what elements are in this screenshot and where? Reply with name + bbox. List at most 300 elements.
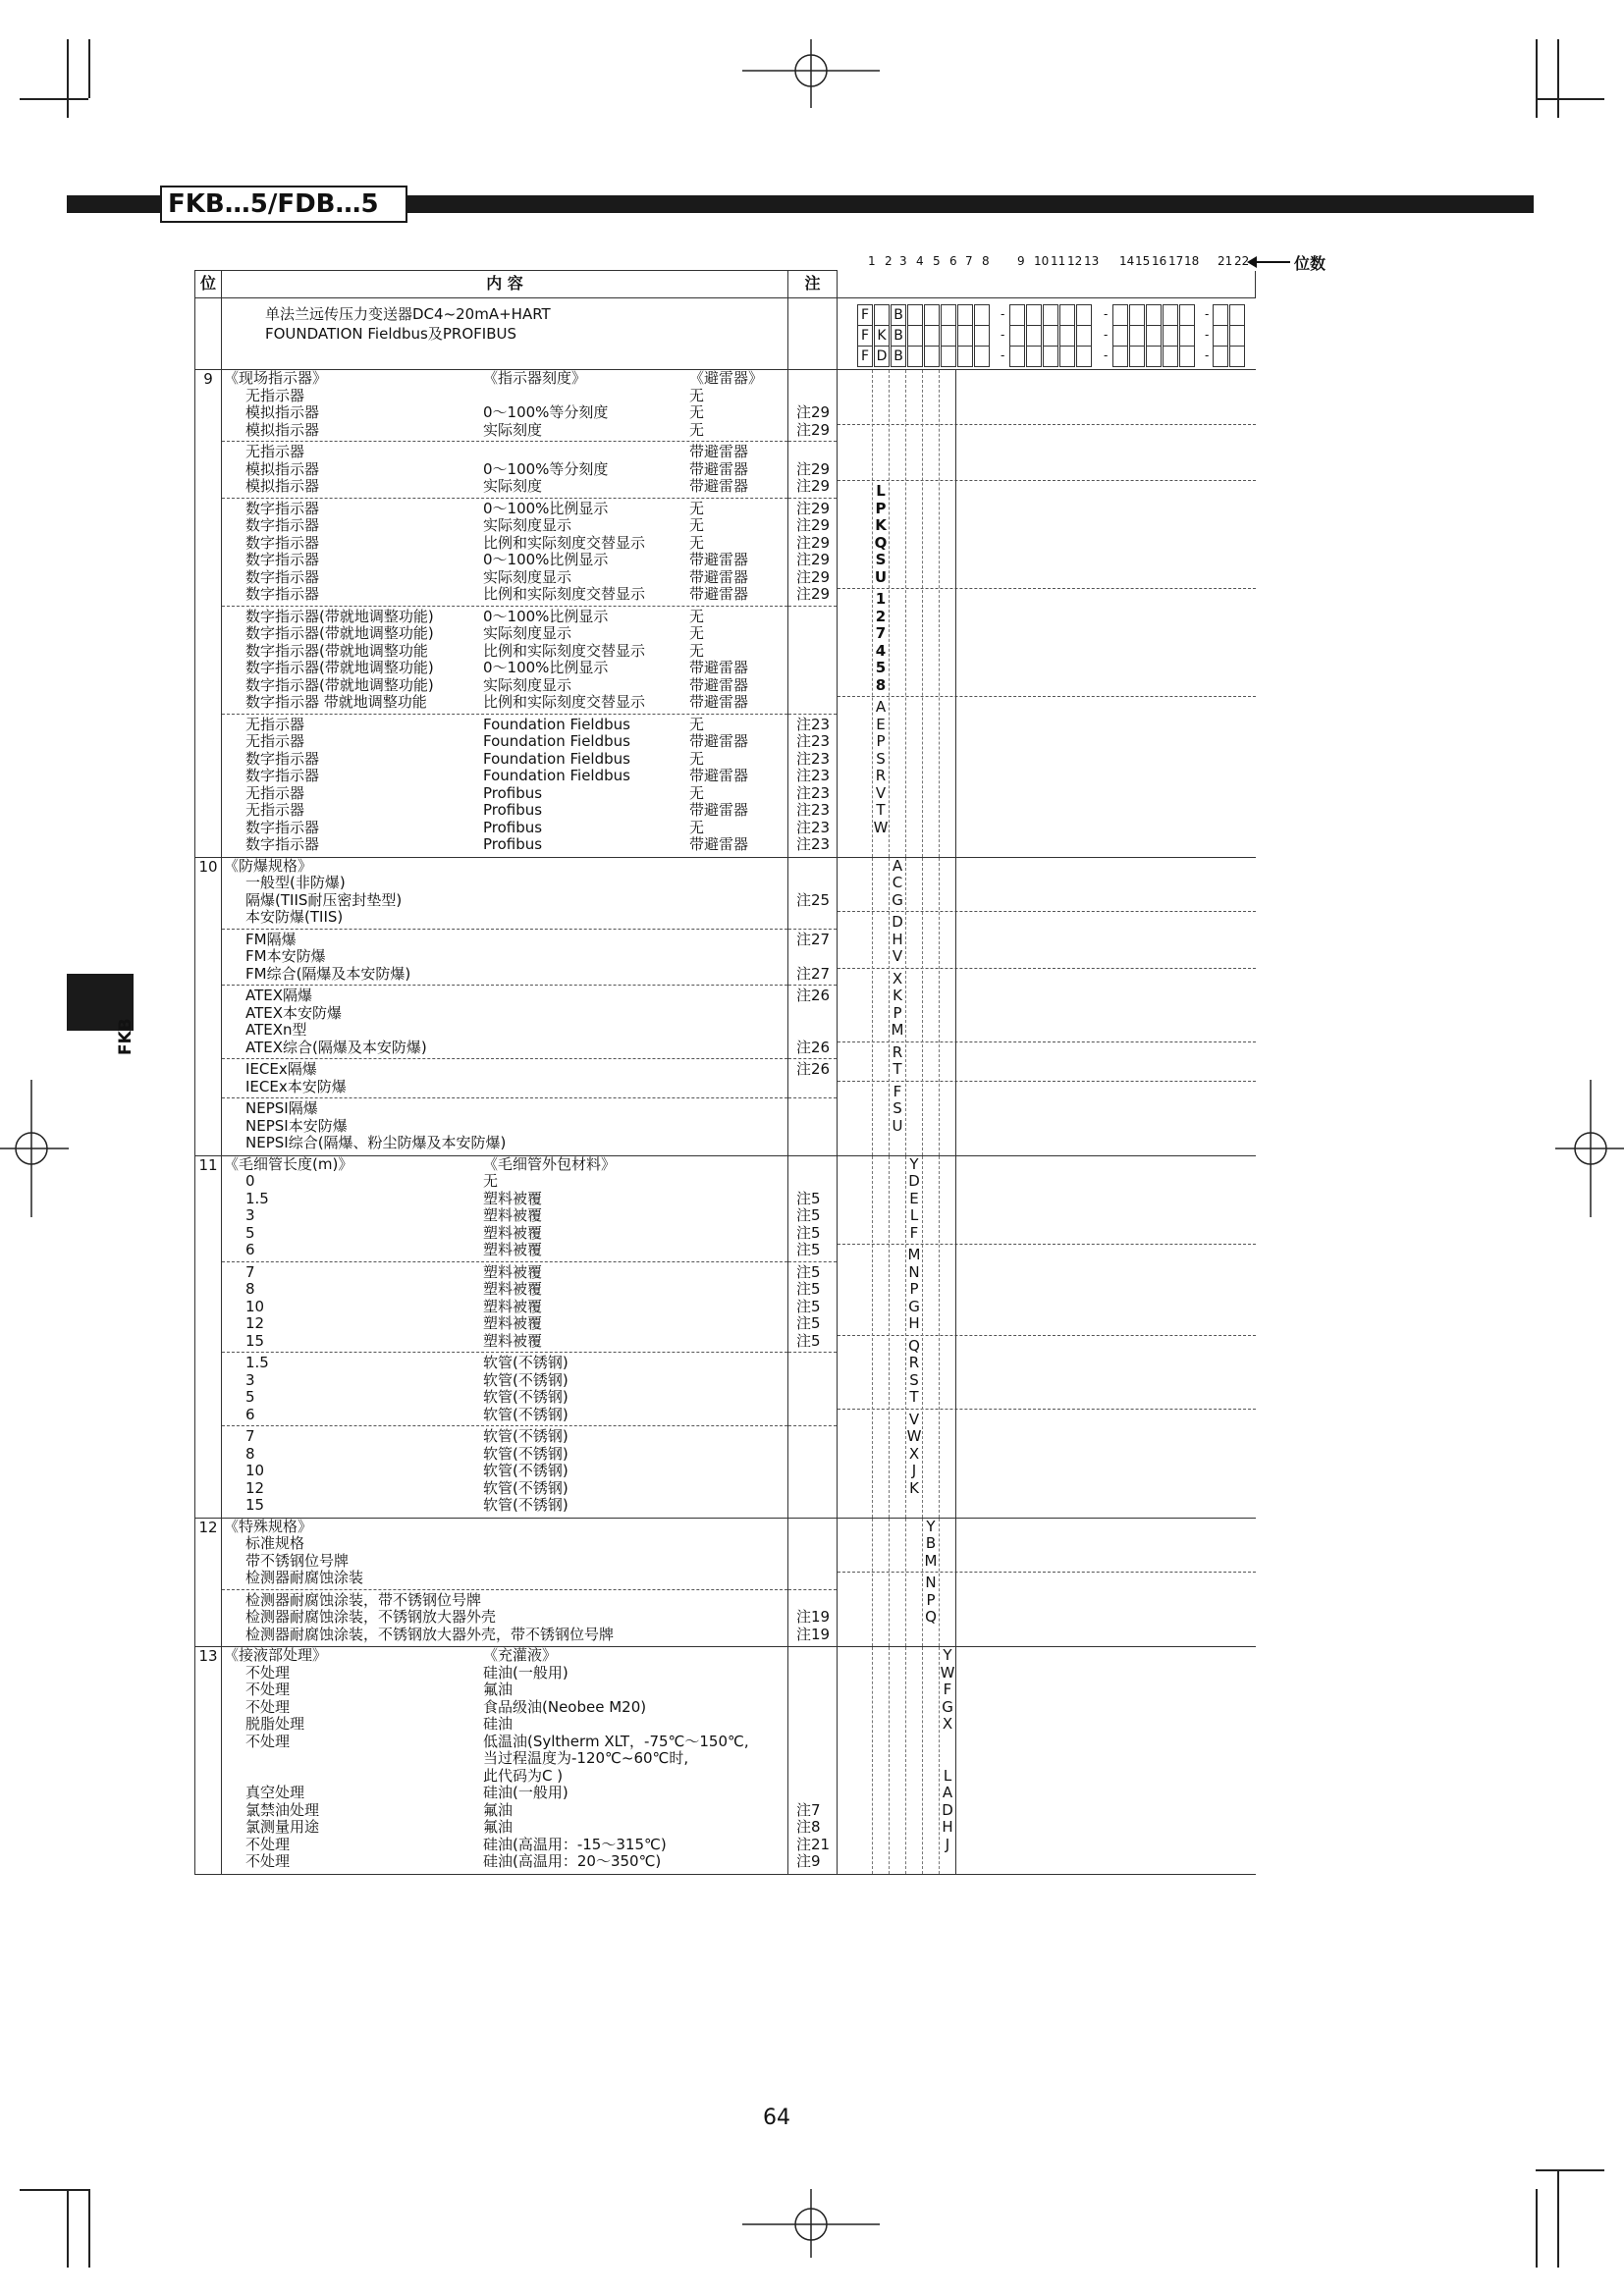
dashed-divider (788, 929, 837, 930)
option-row (222, 1785, 787, 1802)
option-note (788, 1553, 837, 1571)
crop-mark (20, 98, 88, 100)
note-cell (788, 298, 838, 370)
option-note: 注19 (796, 1608, 831, 1626)
option-b: 0～100%比例显示 (483, 551, 609, 568)
code-column-guide (922, 858, 923, 1155)
option-code-line (838, 1281, 1256, 1299)
option-code: H (942, 1818, 953, 1836)
code-box (974, 325, 990, 347)
option-note (788, 1750, 837, 1768)
dashed-divider (788, 985, 837, 986)
option-b: Foundation Fieldbus (483, 715, 630, 733)
option-a: 模拟指示器 (245, 477, 320, 495)
code-column-guide (955, 1519, 956, 1647)
option-note: 注5 (796, 1314, 821, 1332)
option-note: 注29 (796, 551, 831, 568)
option-b: 0～100%比例显示 (483, 499, 609, 517)
option-b: 比例和实际刻度交替显示 (483, 693, 646, 711)
code-box (1146, 325, 1162, 347)
option-code: X (892, 969, 903, 988)
code-box (1163, 325, 1178, 347)
option-code: Q (874, 533, 888, 552)
option-note (788, 444, 837, 461)
option-b: 软管(不锈钢) (483, 1388, 568, 1406)
option-code-line (838, 1173, 1256, 1191)
option-note (788, 677, 837, 695)
group-row-12 (195, 1518, 1256, 1647)
dashed-divider (788, 714, 837, 715)
option-code: H (892, 930, 903, 948)
option-row (222, 1225, 787, 1243)
option-b: 0～100%比例显示 (483, 659, 609, 676)
option-note (788, 1497, 837, 1515)
option-row (222, 1802, 787, 1820)
option-row (222, 875, 787, 892)
code-column-guide (889, 1519, 890, 1647)
crop-mark (88, 39, 90, 98)
group-number: 12 (195, 1518, 222, 1647)
option-row (222, 1497, 787, 1515)
option-a: 带不锈钢位号牌 (245, 1551, 350, 1570)
group-content (222, 370, 788, 858)
option-b: Foundation Fieldbus (483, 767, 630, 784)
option-b: 软管(不锈钢) (483, 1405, 568, 1423)
option-b: 硅油(一般用) (483, 1784, 568, 1801)
group-notes (788, 370, 838, 858)
option-row (222, 1040, 787, 1057)
option-b: 软管(不锈钢) (483, 1444, 568, 1463)
option-row (222, 1480, 787, 1498)
option-a: 数字指示器(带就地调整功能) (245, 624, 434, 642)
code-box (1229, 325, 1245, 347)
code-column-guide (905, 1156, 906, 1518)
option-a: 检测器耐腐蚀涂装，带不锈钢位号牌 (245, 1590, 482, 1609)
group-content (222, 857, 788, 1155)
option-code: C (892, 874, 903, 891)
option-row (222, 988, 787, 1005)
code-box: F (857, 346, 873, 367)
header-content: 内 容 (222, 271, 788, 298)
option-code: 7 (875, 624, 887, 642)
code-box (1043, 325, 1058, 347)
option-code-line (838, 733, 1256, 751)
option-code: P (893, 1003, 902, 1022)
dashed-divider (838, 1081, 1256, 1082)
option-b: 软管(不锈钢) (483, 1370, 568, 1389)
option-code: K (909, 1478, 919, 1497)
option-row (222, 1118, 787, 1136)
option-row (222, 1407, 787, 1424)
option-code: G (892, 890, 903, 909)
option-code: U (892, 1116, 903, 1135)
option-code: L (876, 482, 886, 500)
option-row (222, 1281, 787, 1299)
dashed-divider (222, 1589, 787, 1590)
option-code: G (942, 1697, 953, 1716)
option-a: 无指示器 (245, 443, 305, 460)
option-c: 带避雷器 (689, 675, 749, 694)
position-digit: 13 (1084, 254, 1100, 268)
code-column-guide (905, 1647, 906, 1874)
group-codes (838, 857, 1256, 1155)
option-b: 实际刻度 (483, 420, 543, 439)
option-code-line (838, 988, 1256, 1005)
option-note: 注23 (796, 732, 831, 750)
option-code-line (838, 501, 1256, 518)
group-number: 13 (195, 1647, 222, 1875)
option-a: 无指示器 (245, 386, 305, 404)
code-box: B (891, 346, 906, 367)
crop-mark (1536, 98, 1604, 100)
option-code-line (838, 1225, 1256, 1243)
code-column-guide (872, 370, 873, 857)
crop-mark (1536, 39, 1538, 118)
code-box (1026, 304, 1042, 326)
option-row (222, 569, 787, 587)
option-code: M (924, 1551, 938, 1570)
option-row (222, 802, 787, 820)
option-code: V (908, 1410, 920, 1428)
option-code-line (838, 1355, 1256, 1372)
code-box (941, 325, 956, 347)
option-code: N (925, 1574, 937, 1591)
option-note: 注21 (796, 1835, 831, 1853)
option-a: 检测器耐腐蚀涂装，不锈钢放大器外壳 (245, 1608, 497, 1626)
option-row (222, 1100, 787, 1118)
option-code: L (943, 1766, 952, 1785)
code-column-guide (939, 370, 940, 857)
option-code: Y (926, 1517, 936, 1535)
option-code-line (838, 461, 1256, 479)
option-code-line (838, 1535, 1256, 1553)
option-a: 12 (245, 1314, 265, 1332)
option-code: M (891, 1021, 904, 1039)
code-box (1059, 346, 1075, 367)
option-row (222, 785, 787, 803)
option-c: 无 (689, 715, 705, 733)
separator-dash: - (1205, 348, 1210, 362)
code-box (1076, 325, 1092, 347)
group-title (222, 1519, 787, 1536)
position-digit: 16 (1152, 254, 1167, 268)
option-note (788, 643, 837, 661)
option-a: ATEX综合(隔爆及本安防爆) (245, 1038, 427, 1056)
option-code: A (942, 1784, 953, 1801)
code-column-guide (905, 370, 906, 857)
code-box (1009, 325, 1025, 347)
option-a: 5 (245, 1223, 255, 1242)
option-note (788, 1682, 837, 1699)
option-row (222, 1061, 787, 1079)
code-box (1146, 346, 1162, 367)
code-column-guide (955, 370, 956, 857)
option-code: V (875, 783, 887, 802)
option-note (788, 1022, 837, 1040)
option-row (222, 768, 787, 785)
option-code: G (908, 1297, 920, 1315)
option-code-line (838, 591, 1256, 609)
option-a: 不处理 (245, 1835, 291, 1853)
option-code-line (838, 768, 1256, 785)
option-note (788, 1407, 837, 1424)
code-column-guide (889, 370, 890, 857)
option-code-line (838, 1044, 1256, 1062)
group-title (222, 370, 787, 388)
code-box (907, 346, 923, 367)
option-a: 模拟指示器 (245, 420, 320, 439)
option-b: Profibus (483, 818, 543, 836)
option-code-line (838, 1665, 1256, 1682)
option-code: T (893, 1060, 902, 1078)
option-a: 8 (245, 1444, 255, 1463)
option-code-line (838, 858, 1256, 876)
option-code: P (876, 732, 886, 750)
option-a: 7 (245, 1262, 255, 1281)
option-code: A (892, 856, 903, 875)
option-a: 数字指示器 (245, 835, 320, 853)
position-label: 位数 (1294, 254, 1326, 273)
option-row (222, 1853, 787, 1871)
option-note: 注5 (796, 1241, 821, 1258)
dashed-divider (222, 606, 787, 607)
code-box: D (874, 346, 890, 367)
option-note (788, 948, 837, 966)
code-column-guide (889, 1647, 890, 1874)
option-code-line (838, 1819, 1256, 1837)
dashed-divider (838, 696, 1256, 697)
code-box (1179, 325, 1195, 347)
option-note: 注5 (796, 1297, 821, 1315)
option-note (788, 1570, 837, 1587)
option-code: R (908, 1354, 920, 1371)
option-a: 检测器耐腐蚀涂装，不锈钢放大器外壳，带不锈钢位号牌 (245, 1625, 615, 1643)
code-box (1112, 346, 1128, 367)
option-a: 3 (245, 1206, 255, 1224)
option-b: 比例和实际刻度交替显示 (483, 641, 646, 660)
option-code: E (876, 715, 886, 733)
separator-dash: - (1104, 307, 1109, 321)
option-b: 实际刻度显示 (483, 675, 572, 694)
separator-dash: - (1104, 348, 1109, 362)
option-note: 注23 (796, 749, 831, 768)
option-code-line (838, 370, 1256, 388)
group-title-col: 《现场指示器》 (224, 369, 328, 387)
option-a: 隔爆(TIIS耐压密封垫型) (245, 890, 403, 909)
option-a: 不处理 (245, 1732, 291, 1750)
option-code-line (838, 892, 1256, 910)
option-code: B (925, 1534, 937, 1552)
option-note: 注5 (796, 1262, 821, 1281)
code-column-guide (872, 858, 873, 1155)
option-row (222, 1191, 787, 1208)
group-title (222, 1156, 787, 1174)
option-row (222, 1535, 787, 1553)
code-box (924, 325, 940, 347)
option-a: 数字指示器 (245, 749, 320, 768)
code-box: B (891, 304, 906, 326)
code-column-guide (955, 858, 956, 1155)
option-a: 1.5 (245, 1354, 269, 1371)
option-a: 检测器耐腐蚀涂装 (245, 1569, 364, 1586)
option-note (788, 1079, 837, 1096)
option-code-line (838, 677, 1256, 695)
option-note: 注29 (796, 567, 831, 586)
option-row (222, 1333, 787, 1351)
option-code-line (838, 1061, 1256, 1079)
option-row (222, 1173, 787, 1191)
group-content (222, 1647, 788, 1875)
option-note: 注23 (796, 767, 831, 784)
option-a: 15 (245, 1331, 265, 1350)
option-code: Y (909, 1154, 919, 1173)
option-a: 数字指示器 带就地调整功能 (245, 693, 427, 711)
option-code: D (908, 1172, 920, 1190)
option-c: 无 (689, 386, 705, 404)
group-codes (838, 370, 1256, 858)
header-pos: 位 (195, 271, 222, 298)
position-digit: 17 (1168, 254, 1184, 268)
group-title (222, 858, 787, 876)
group-content (222, 1155, 788, 1518)
option-row (222, 966, 787, 984)
option-row (222, 552, 787, 569)
option-note: 注29 (796, 499, 831, 517)
code-column-guide (905, 1519, 906, 1647)
option-note (788, 1173, 837, 1191)
option-code: K (875, 516, 887, 534)
option-a: 氯测量用途 (245, 1818, 320, 1836)
option-code-line (838, 569, 1256, 587)
option-note: 注7 (796, 1800, 821, 1819)
option-b: 塑料被覆 (483, 1262, 543, 1281)
option-a: 本安防爆(TIIS) (245, 908, 344, 926)
option-code: 5 (875, 659, 887, 676)
code-box (924, 304, 940, 326)
option-b: 实际刻度显示 (483, 567, 572, 586)
option-row (222, 1389, 787, 1407)
code-box (941, 304, 956, 326)
option-row (222, 625, 787, 643)
option-c: 无 (689, 749, 705, 768)
group-content (222, 1518, 788, 1647)
option-row (222, 1355, 787, 1372)
option-a: 真空处理 (245, 1784, 305, 1801)
option-row (222, 1768, 787, 1786)
option-row (222, 1699, 787, 1717)
option-note (788, 1592, 837, 1610)
option-note (788, 1100, 837, 1118)
option-c: 带避雷器 (689, 459, 749, 478)
option-row (222, 1079, 787, 1096)
option-a: 氯禁油处理 (245, 1800, 320, 1819)
side-tab-label: FKB (116, 1018, 135, 1055)
option-code: H (908, 1314, 920, 1332)
option-note: 注29 (796, 516, 831, 534)
option-note: 注5 (796, 1189, 821, 1207)
option-a: IECEx隔爆 (245, 1060, 317, 1078)
option-c: 带避雷器 (689, 443, 749, 460)
option-code-line (838, 517, 1256, 535)
option-code: Q (908, 1336, 920, 1355)
option-a: 标准规格 (245, 1534, 305, 1552)
option-row (222, 1570, 787, 1587)
code-box (1229, 346, 1245, 367)
option-code-line (838, 1480, 1256, 1498)
option-code: T (876, 801, 886, 819)
crop-mark (67, 2189, 69, 2268)
code-box (1163, 304, 1178, 326)
code-box (1179, 346, 1195, 367)
option-note (788, 1535, 837, 1553)
dashed-divider (788, 1261, 837, 1262)
option-code-line (838, 1412, 1256, 1429)
option-row (222, 1264, 787, 1282)
option-b: 塑料被覆 (483, 1280, 543, 1298)
option-code-line (838, 1372, 1256, 1390)
option-code-line (838, 388, 1256, 405)
option-b: 0～100%等分刻度 (483, 459, 609, 478)
dashed-divider (838, 424, 1256, 425)
crop-mark (1557, 2169, 1559, 2268)
option-note: 注8 (796, 1818, 821, 1836)
code-column-guide (922, 1156, 923, 1518)
code-column-guide (905, 858, 906, 1155)
page-title: FKB…5/FDB…5 (160, 186, 407, 223)
dashed-divider (838, 1244, 1256, 1245)
option-code: P (926, 1590, 936, 1609)
code-column-guide (939, 1156, 940, 1518)
product-name (265, 344, 787, 363)
option-note (788, 1463, 837, 1480)
code-box (957, 325, 973, 347)
crop-mark (88, 2189, 90, 2268)
option-a: 数字指示器 (245, 567, 320, 586)
option-b: 氟油 (483, 1681, 514, 1698)
group-codes (838, 1647, 1256, 1875)
option-row (222, 1005, 787, 1023)
option-b: 实际刻度 (483, 477, 543, 495)
code-box (874, 304, 890, 326)
code-box: F (857, 325, 873, 347)
option-row (222, 535, 787, 553)
option-a: FM本安防爆 (245, 947, 326, 965)
option-c: 带避雷器 (689, 801, 749, 819)
code-box (1076, 304, 1092, 326)
option-a: 数字指示器 (245, 533, 320, 552)
option-note (788, 1428, 837, 1446)
option-b: 0～100%比例显示 (483, 607, 609, 625)
option-note: 注5 (796, 1331, 821, 1350)
option-code: J (911, 1462, 917, 1479)
separator-dash: - (1104, 328, 1109, 342)
option-a: 10 (245, 1462, 265, 1479)
option-code: D (892, 913, 903, 931)
option-note (788, 1446, 837, 1464)
option-code-line (838, 1207, 1256, 1225)
option-b: 低温油(Syltherm XLT，-75℃～150℃, (483, 1732, 749, 1750)
option-row (222, 751, 787, 769)
position-digit: 9 (1017, 254, 1025, 268)
option-code: Q (925, 1608, 937, 1626)
dashed-divider (788, 606, 837, 607)
option-code-line (838, 1315, 1256, 1333)
code-box (1213, 325, 1228, 347)
option-note: 注29 (796, 477, 831, 495)
code-box (1213, 304, 1228, 326)
option-code-line (838, 427, 1256, 445)
option-note: 注23 (796, 715, 831, 733)
